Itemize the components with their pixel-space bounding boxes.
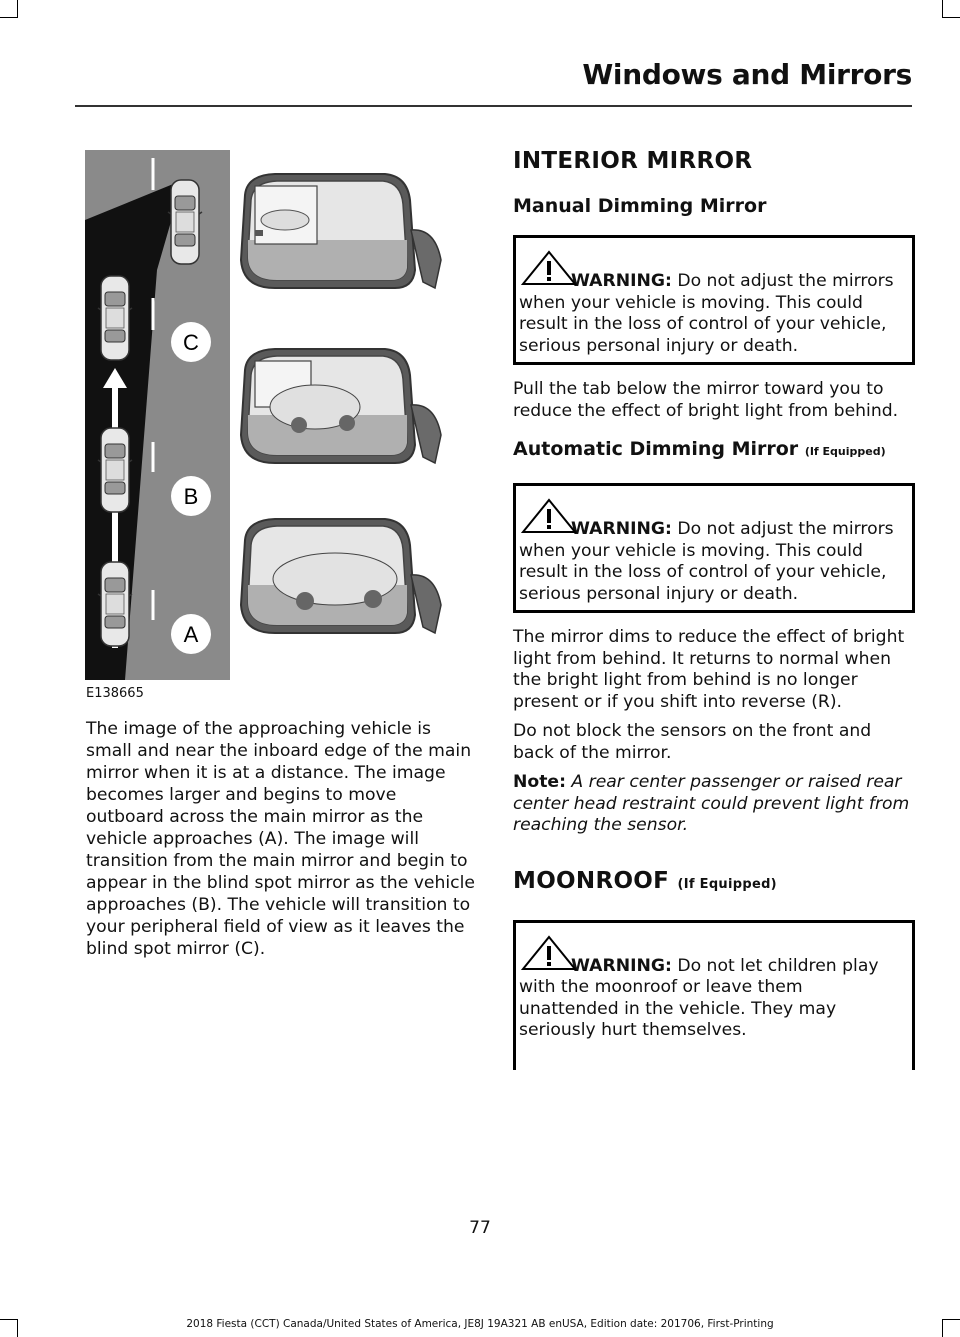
warning-box: [513, 920, 915, 1070]
if-equipped-qualifier: (If Equipped): [677, 876, 777, 892]
manual-dimming-paragraph: Pull the tab below the mirror toward you to reduce the effect of bright light from behind.: [513, 379, 899, 421]
section-heading-moonroof: [513, 868, 915, 894]
page-number: 77: [469, 1218, 491, 1238]
page-title: Windows and Mirrors: [582, 58, 912, 91]
blind-spot-paragraph: The image of the approaching vehicle is small and near the inboard edge of the main mirror when it is at a distance. The image becomes larger and begins to move outboard across the main mirror as the vehicle approaches (A). The image will transition from the main mirror and begin to appear in the blind spot mirror as the vehicle approaches (B). The vehicle will transition to your peripheral field of view as it leaves the blind spot mirror (C).: [86, 719, 475, 959]
section-heading-interior-mirror: INTERIOR MIRROR: [513, 148, 753, 174]
warning-text: Do not adjust the mirrors when your vehicle is moving. This could result in the loss of control of your vehicle, serious personal injury or death.: [519, 271, 894, 356]
crop-mark: [942, 17, 960, 18]
warning-box: [513, 235, 915, 365]
note-label: Note:: [513, 772, 566, 792]
warning-text: Do not let children play with the moonroof or leave them unattended in the vehicle. They may seriously hurt themselves.: [519, 955, 879, 1040]
subheading-automatic-dimming: [513, 438, 915, 460]
if-equipped-qualifier: (If Equipped): [804, 445, 886, 458]
warning-icon: [521, 498, 577, 534]
crop-mark: [0, 17, 18, 18]
automatic-dimming-paragraph-2: Do not block the sensors on the front and back of the mirror.: [513, 721, 872, 763]
automatic-heading-text: Automatic Dimming Mirror: [513, 438, 799, 460]
label-a: A: [183, 622, 199, 647]
figure-id: E138665: [86, 686, 144, 701]
crop-mark: [942, 0, 943, 18]
subheading-manual-dimming: Manual Dimming Mirror: [513, 195, 767, 217]
crop-mark: [17, 0, 18, 18]
footer-text: 2018 Fiesta (CCT) Canada/United States of America, JE8J 19A321 AB enUSA, Edition date: 201706, First-Printing: [186, 1318, 774, 1330]
moonroof-heading-text: MOONROOF: [513, 867, 670, 894]
warning-label: WARNING:: [571, 519, 672, 539]
warning-text: Do not adjust the mirrors when your vehicle is moving. This could result in the loss of control of your vehicle, serious personal injury or death.: [519, 519, 894, 604]
warning-icon: [521, 935, 577, 971]
warning-icon: [521, 250, 577, 286]
automatic-dimming-paragraph-1: The mirror dims to reduce the effect of bright light from behind. It returns to normal when the bright light from behind is no longer present or if you shift into reverse (R).: [513, 627, 905, 712]
left-column: [86, 718, 478, 960]
blind-spot-illustration: [85, 150, 470, 680]
warning-label: WARNING:: [571, 271, 672, 291]
note: [513, 772, 915, 837]
label-b: B: [183, 484, 199, 509]
warning-box: [513, 483, 915, 613]
header-rule: [75, 105, 912, 107]
label-c: C: [183, 330, 199, 355]
note-text: A rear center passenger or raised rear center head restraint could prevent light from reaching the sensor.: [513, 772, 910, 835]
warning-label: WARNING:: [571, 955, 672, 976]
right-column: [513, 145, 915, 1070]
